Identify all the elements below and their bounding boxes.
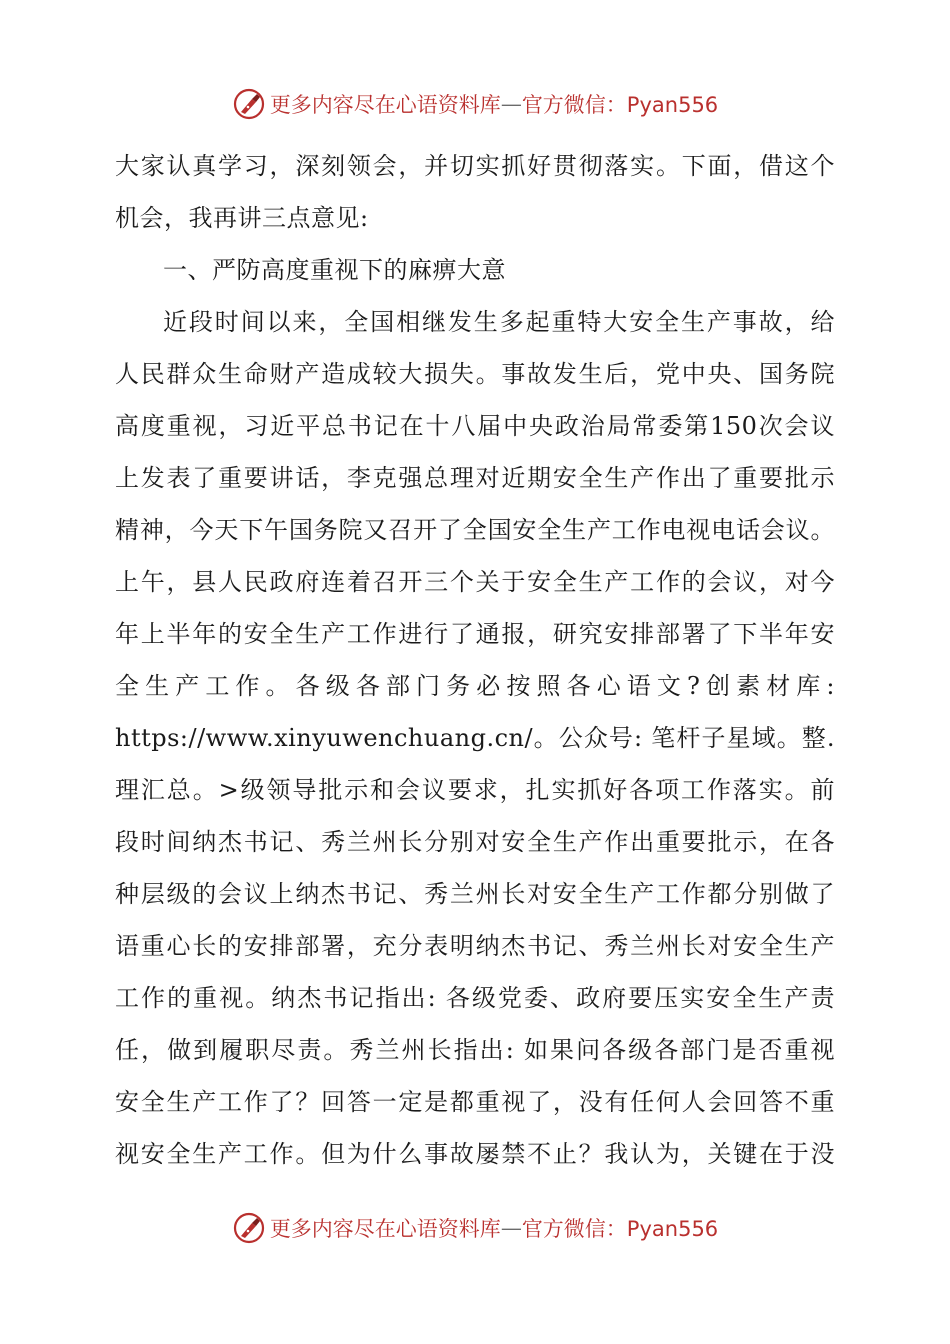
body-line: 任，做到履职尽责。秀兰州长指出: 如果问各级各部门是否重视 <box>115 1036 835 1064</box>
body-line: 机会，我再讲三点意见: <box>115 204 369 232</box>
body-line: 上发表了重要讲话，李克强总理对近期安全生产作出了重要批示 <box>115 464 835 492</box>
footer-banner <box>0 1206 950 1250</box>
body-line: 种层级的会议上纳杰书记、秀兰州长对安全生产工作都分别做了 <box>115 880 835 908</box>
body-line: 全生产工作。各级各部门务必按照各心语文?创素材库: <box>115 672 835 700</box>
banner-wechat: 官方微信：Pyan556 <box>521 1217 719 1241</box>
header-banner <box>0 82 950 126</box>
section-heading: 一、严防高度重视下的麻痹大意 <box>163 256 506 284</box>
body-line: 安全生产工作了？回答一定是都重视了，没有任何人会回答不重 <box>115 1088 835 1116</box>
banner-title: 更多内容尽在心语资料库 <box>269 1217 501 1241</box>
body-line: 理汇总。>级领导批示和会议要求，扎实抓好各项工作落实。前 <box>115 776 835 804</box>
body-line: https://www.xinyuwenchuang.cn/。公众号: 笔杆子星域。整. <box>115 724 835 752</box>
body-line: 段时间纳杰书记、秀兰州长分别对安全生产作出重要批示，在各 <box>115 828 835 856</box>
body-line: 人民群众生命财产造成较大损失。事故发生后，党中央、国务院 <box>115 360 835 388</box>
body-line: 上午，县人民政府连着召开三个关于安全生产工作的会议，对今 <box>115 568 835 596</box>
banner-wechat: 官方微信：Pyan556 <box>521 93 719 117</box>
body-line: 大家认真学习，深刻领会，并切实抓好贯彻落实。下面，借这个 <box>115 152 835 180</box>
body-line: 年上半年的安全生产工作进行了通报，研究安排部署了下半年安 <box>115 620 835 648</box>
pen-nib-circle-icon <box>232 87 266 121</box>
body-line: 近段时间以来，全国相继发生多起重特大安全生产事故，给 <box>163 308 835 336</box>
banner-title: 更多内容尽在心语资料库 <box>269 93 501 117</box>
body-line: 视安全生产工作。但为什么事故屡禁不止？我认为，关键在于没 <box>115 1140 835 1168</box>
body-line: 工作的重视。纳杰书记指出: 各级党委、政府要压实安全生产责 <box>115 984 835 1012</box>
banner-separator: — <box>500 1216 522 1240</box>
body-line: 精神，今天下午国务院又召开了全国安全生产工作电视电话会议。 <box>115 516 835 544</box>
body-line: 语重心长的安排部署，充分表明纳杰书记、秀兰州长对安全生产 <box>115 932 835 960</box>
body-line: 高度重视，习近平总书记在十八届中央政治局常委第150次会议 <box>115 412 835 440</box>
document-body <box>115 140 835 1180</box>
pen-nib-circle-icon <box>232 1211 266 1245</box>
banner-separator: — <box>500 92 522 116</box>
